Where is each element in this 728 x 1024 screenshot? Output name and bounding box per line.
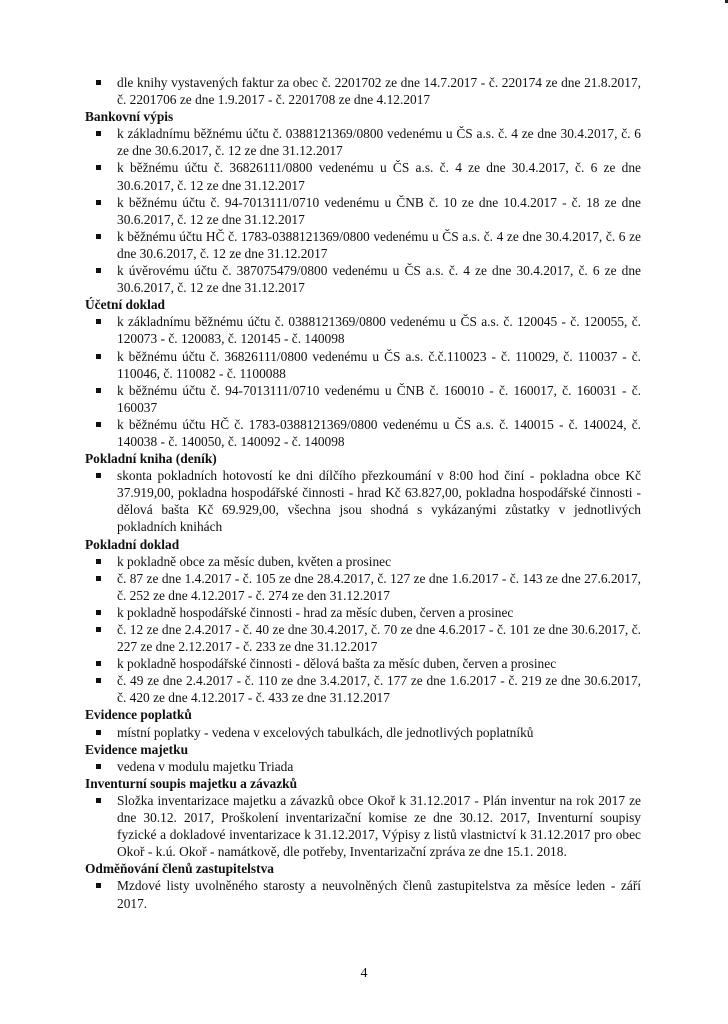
- bullet-item: k úvěrovému účtu č. 387075479/0800 vedenému u ČS a.s. č. 4 ze dne 30.4.2017, č. 6 ze dne 30.6.2017, č. 12 ze dne 31.12.2017: [85, 262, 641, 296]
- document-section: [85, 706, 641, 740]
- document-section: [85, 450, 641, 535]
- bullet-item: Složka inventarizace majetku a závazků obce Okoř k 31.12.2017 - Plán inventur na rok 2017 ze dne 30.12. 2017, Proškolení inventarizační komise ze dne 30.12. 2017, Inventurní soupisy fyzické a dokladové inventarizace k 31.12.2017, Výpisy z listů vlastnictví k 31.12.2017 pro obec Okoř - k.ú. Okoř - namátkově, dle potřeby, Inventarizační zpráva ze dne 15.1. 2018.: [85, 792, 641, 860]
- bullet-list: [85, 125, 641, 296]
- bullet-list: [85, 313, 641, 450]
- bullet-item: k běžnému účtu HČ č. 1783-0388121369/0800 vedenému u ČS a.s. č. 140015 - č. 140024, č. 140038 - č. 140050, č. 140092 - č. 140098: [85, 416, 641, 450]
- document-section: [85, 108, 641, 296]
- section-heading: Evidence poplatků: [85, 707, 192, 723]
- bullet-item: skonta pokladních hotovostí ke dni dílčího přezkoumání v 8:00 hod činí - pokladna obce Kč 37.919,00, pokladna hospodářské činnosti - hrad Kč 63.827,00, pokladna hospodářské činnosti - dělová bašta Kč 69.929,00, všechna jsou shodná s vykázanými zůstatky v jednotlivých pokladních knihách: [85, 467, 641, 535]
- bullet-item: dle knihy vystavených faktur za obec č. 2201702 ze dne 14.7.2017 - č. 220174 ze dne 21.8.2017, č. 2201706 ze dne 1.9.2017 - č. 2201708 ze dne 4.12.2017: [85, 74, 641, 108]
- bullet-item: k základnímu běžnému účtu č. 0388121369/0800 vedenému u ČS a.s. č. 4 ze dne 30.4.2017, č. 6 ze dne 30.6.2017, č. 12 ze dne 31.12.2017: [85, 125, 641, 159]
- bullet-item: k pokladně hospodářské činnosti - dělová bašta za měsíc duben, červen a prosinec: [85, 655, 641, 672]
- section-heading: Odměňování členů zastupitelstva: [85, 861, 274, 877]
- bullet-list: [85, 74, 641, 108]
- section-heading: Pokladní doklad: [85, 536, 180, 552]
- bullet-list: [85, 877, 641, 911]
- bullet-item: k pokladně obce za měsíc duben, květen a prosinec: [85, 553, 641, 570]
- bullet-item: k základnímu běžnému účtu č. 0388121369/0800 vedenému u ČS a.s. č. 120045 - č. 120055, č. 120073 - č. 120083, č. 120145 - č. 140098: [85, 313, 641, 347]
- bullet-item: č. 49 ze dne 2.4.2017 - č. 110 ze dne 3.4.2017, č. 177 ze dne 1.6.2017 - č. 219 ze dne 30.6.2017, č. 420 ze dne 4.12.2017 - č. 433 ze dne 31.12.2017: [85, 672, 641, 706]
- page-number: 4: [360, 966, 368, 981]
- bullet-item: k běžnému účtu HČ č. 1783-0388121369/0800 vedenému u ČS a.s. č. 4 ze dne 30.4.2017, č. 6 ze dne 30.6.2017, č. 12 ze dne 31.12.2017: [85, 228, 641, 262]
- bullet-item: k běžnému účtu č. 94-7013111/0710 vedenému u ČNB č. 10 ze dne 10.4.2017 - č. 18 ze dne 30.6.2017, č. 12 ze dne 31.12.2017: [85, 194, 641, 228]
- document-section: [85, 775, 641, 860]
- bullet-item: místní poplatky - vedena v excelových tabulkách, dle jednotlivých poplatníků: [85, 724, 641, 741]
- section-heading: Pokladní kniha (deník): [85, 451, 217, 467]
- bullet-list: [85, 724, 641, 741]
- document-section: [85, 536, 641, 707]
- bullet-list: [85, 758, 641, 775]
- bullet-item: k pokladně hospodářské činnosti - hrad za měsíc duben, červen a prosinec: [85, 604, 641, 621]
- document-section: [85, 74, 641, 108]
- document-body: [85, 74, 641, 912]
- section-heading: Bankovní výpis: [85, 109, 174, 125]
- bullet-item: č. 87 ze dne 1.4.2017 - č. 105 ze dne 28.4.2017, č. 127 ze dne 1.6.2017 - č. 143 ze dne 27.6.2017, č. 252 ze dne 4.12.2017 - č. 274 ze den 31.12.2017: [85, 570, 641, 604]
- bullet-item: k běžnému účtu č. 36826111/0800 vedenému u ČS a.s. č.č.110023 - č. 110029, č. 110037 - č. 110046, č. 110082 - č. 1100088: [85, 348, 641, 382]
- bullet-item: č. 12 ze dne 2.4.2017 - č. 40 ze dne 30.4.2017, č. 70 ze dne 4.6.2017 - č. 101 ze dne 30.6.2017, č. 227 ze dne 2.12.2017 - č. 233 ze dne 31.12.2017: [85, 621, 641, 655]
- bullet-item: k běžnému účtu č. 94-7013111/0710 vedenému u ČNB č. 160010 - č. 160017, č. 160031 - č. 160037: [85, 382, 641, 416]
- section-heading: Účetní doklad: [85, 297, 165, 313]
- bullet-item: vedena v modulu majetku Triada: [85, 758, 641, 775]
- bullet-list: [85, 792, 641, 860]
- bullet-list: [85, 553, 641, 707]
- bullet-list: [85, 467, 641, 535]
- section-heading: Evidence majetku: [85, 741, 189, 757]
- section-heading: Inventurní soupis majetku a závazků: [85, 775, 298, 791]
- document-section: [85, 741, 641, 775]
- bullet-item: Mzdové listy uvolněného starosty a neuvolněných členů zastupitelstva za měsíce leden - září 2017.: [85, 877, 641, 911]
- document-section: [85, 860, 641, 911]
- document-section: [85, 296, 641, 450]
- bullet-item: k běžnému účtu č. 36826111/0800 vedenému u ČS a.s. č. 4 ze dne 30.4.2017, č. 6 ze dne 30.6.2017, č. 12 ze dne 31.12.2017: [85, 159, 641, 193]
